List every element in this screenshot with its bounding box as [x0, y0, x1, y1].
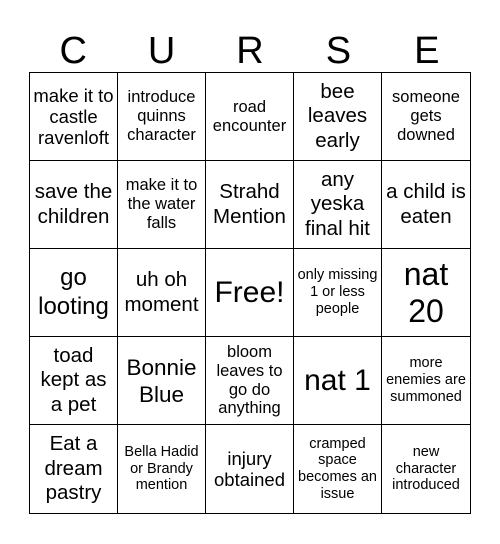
- bingo-cell-r4c2[interactable]: Bonnie Blue: [118, 337, 206, 425]
- bingo-cell-r4c3[interactable]: bloom leaves to go do anything: [206, 337, 294, 425]
- bingo-cell-r1c2[interactable]: introduce quinns character: [118, 73, 206, 161]
- bingo-cell-r5c2[interactable]: Bella Hadid or Brandy mention: [118, 425, 206, 513]
- bingo-grid: [29, 72, 471, 514]
- bingo-cell-r5c4[interactable]: cramped space becomes an issue: [294, 425, 382, 513]
- bingo-cell-r3c2[interactable]: uh oh moment: [118, 249, 206, 337]
- bingo-cell-r2c1[interactable]: save the children: [30, 161, 118, 249]
- bingo-cell-r2c4[interactable]: any yeska final hit: [294, 161, 382, 249]
- bingo-cell-r4c4[interactable]: nat 1: [294, 337, 382, 425]
- header-letter-u: U: [147, 30, 176, 72]
- bingo-cell-r3c1[interactable]: go looting: [30, 249, 118, 337]
- bingo-header: [29, 28, 471, 74]
- bingo-cell-r1c3[interactable]: road encounter: [206, 73, 294, 161]
- bingo-cell-r2c5[interactable]: a child is eaten: [382, 161, 470, 249]
- bingo-cell-r3c4[interactable]: only missing 1 or less people: [294, 249, 382, 337]
- bingo-cell-r1c4[interactable]: bee leaves early: [294, 73, 382, 161]
- bingo-cell-r3c5[interactable]: nat 20: [382, 249, 470, 337]
- header-letter-s: S: [325, 30, 352, 72]
- bingo-cell-r5c1[interactable]: Eat a dream pastry: [30, 425, 118, 513]
- bingo-cell-r5c3[interactable]: injury obtained: [206, 425, 294, 513]
- bingo-cell-free[interactable]: Free!: [206, 249, 294, 337]
- bingo-cell-r1c5[interactable]: someone gets downed: [382, 73, 470, 161]
- bingo-cell-r1c1[interactable]: make it to castle ravenloft: [30, 73, 118, 161]
- header-letter-e: E: [414, 30, 440, 72]
- bingo-cell-r4c5[interactable]: more enemies are summoned: [382, 337, 470, 425]
- bingo-cell-r2c3[interactable]: Strahd Mention: [206, 161, 294, 249]
- bingo-cell-r2c2[interactable]: make it to the water falls: [118, 161, 206, 249]
- header-letter-c: C: [59, 30, 87, 72]
- bingo-cell-r5c5[interactable]: new character introduced: [392, 443, 460, 494]
- header-letter-r: R: [236, 30, 264, 72]
- bingo-cell-r4c1[interactable]: toad kept as a pet: [30, 337, 118, 425]
